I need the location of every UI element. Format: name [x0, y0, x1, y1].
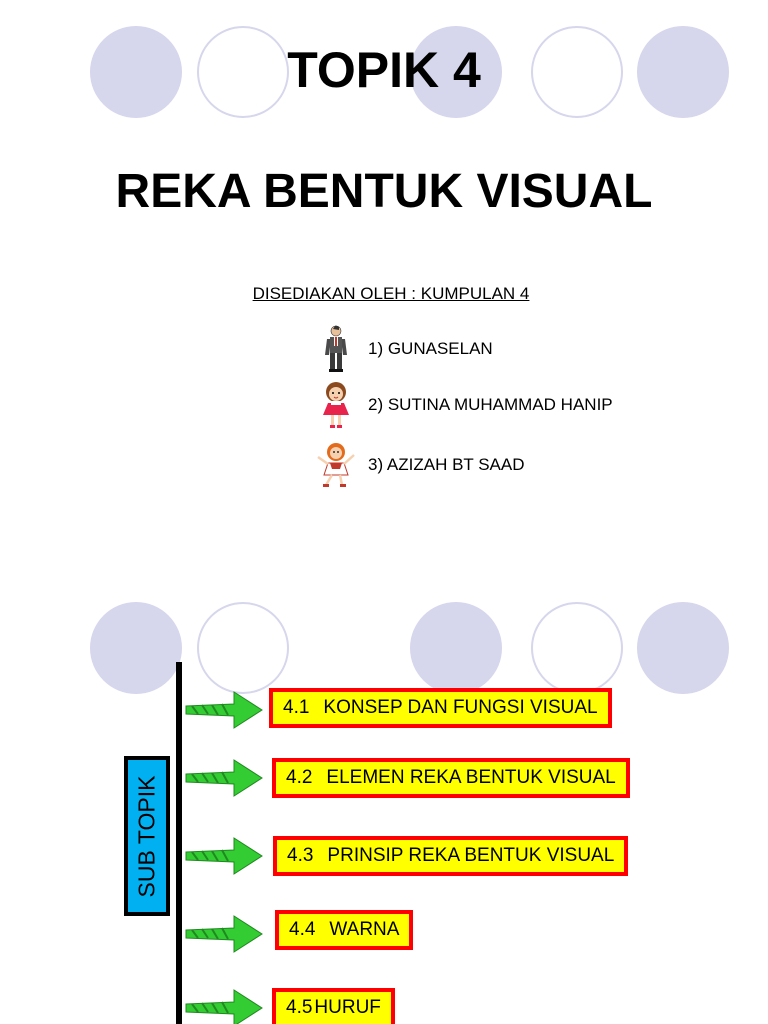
page-title: TOPIK 4: [287, 42, 481, 98]
topic-label: KONSEP DAN FUNGSI VISUAL: [323, 697, 598, 718]
member-name: 2) SUTINA MUHAMMAD HANIP: [368, 395, 613, 414]
girl-icon: [314, 380, 358, 430]
green-arrow-icon: [184, 986, 264, 1024]
topic-label: ELEMEN REKA BENTUK VISUAL: [326, 767, 616, 788]
timeline-line: [176, 662, 182, 1024]
topic-item-4-4[interactable]: [275, 910, 413, 950]
topic-number: 4.5: [286, 997, 313, 1018]
topic-number: 4.1: [283, 697, 310, 718]
sub-topik-label: [124, 756, 170, 916]
topic-number: 4.3: [287, 845, 314, 866]
topic-label: WARNA: [329, 919, 400, 940]
prepared-by-label: DISEDIAKAN OLEH : KUMPULAN 4: [252, 284, 530, 303]
member-name: 1) GUNASELAN: [368, 339, 493, 358]
green-arrow-icon: [184, 912, 264, 956]
topic-item-4-3[interactable]: [273, 836, 628, 876]
member-item: [314, 380, 613, 430]
topic-item-4-5[interactable]: [272, 988, 395, 1024]
decorative-circle: [531, 602, 623, 694]
member-name: 3) AZIZAH BT SAAD: [368, 455, 525, 474]
topic-item-4-1[interactable]: [269, 688, 612, 728]
decorative-circle: [410, 602, 502, 694]
green-arrow-icon: [184, 834, 264, 878]
member-item: [314, 324, 493, 374]
topic-label: HURUF: [314, 997, 381, 1018]
businessman-icon: [314, 324, 358, 374]
topic-number: 4.4: [289, 919, 316, 940]
decorative-circle: [90, 602, 182, 694]
dancing-girl-icon: [314, 440, 358, 490]
sub-topik-text: SUB TOPIK: [133, 775, 160, 897]
subject-title: REKA BENTUK VISUAL: [115, 165, 653, 218]
green-arrow-icon: [184, 756, 264, 800]
decorative-circle: [197, 602, 289, 694]
decorative-circle: [637, 602, 729, 694]
topic-item-4-2[interactable]: [272, 758, 630, 798]
subtopic-slide: [0, 512, 768, 1024]
member-item: [314, 440, 525, 490]
green-arrow-icon: [184, 688, 264, 732]
topic-label: PRINSIP REKA BENTUK VISUAL: [327, 845, 615, 866]
topic-number: 4.2: [286, 767, 313, 788]
